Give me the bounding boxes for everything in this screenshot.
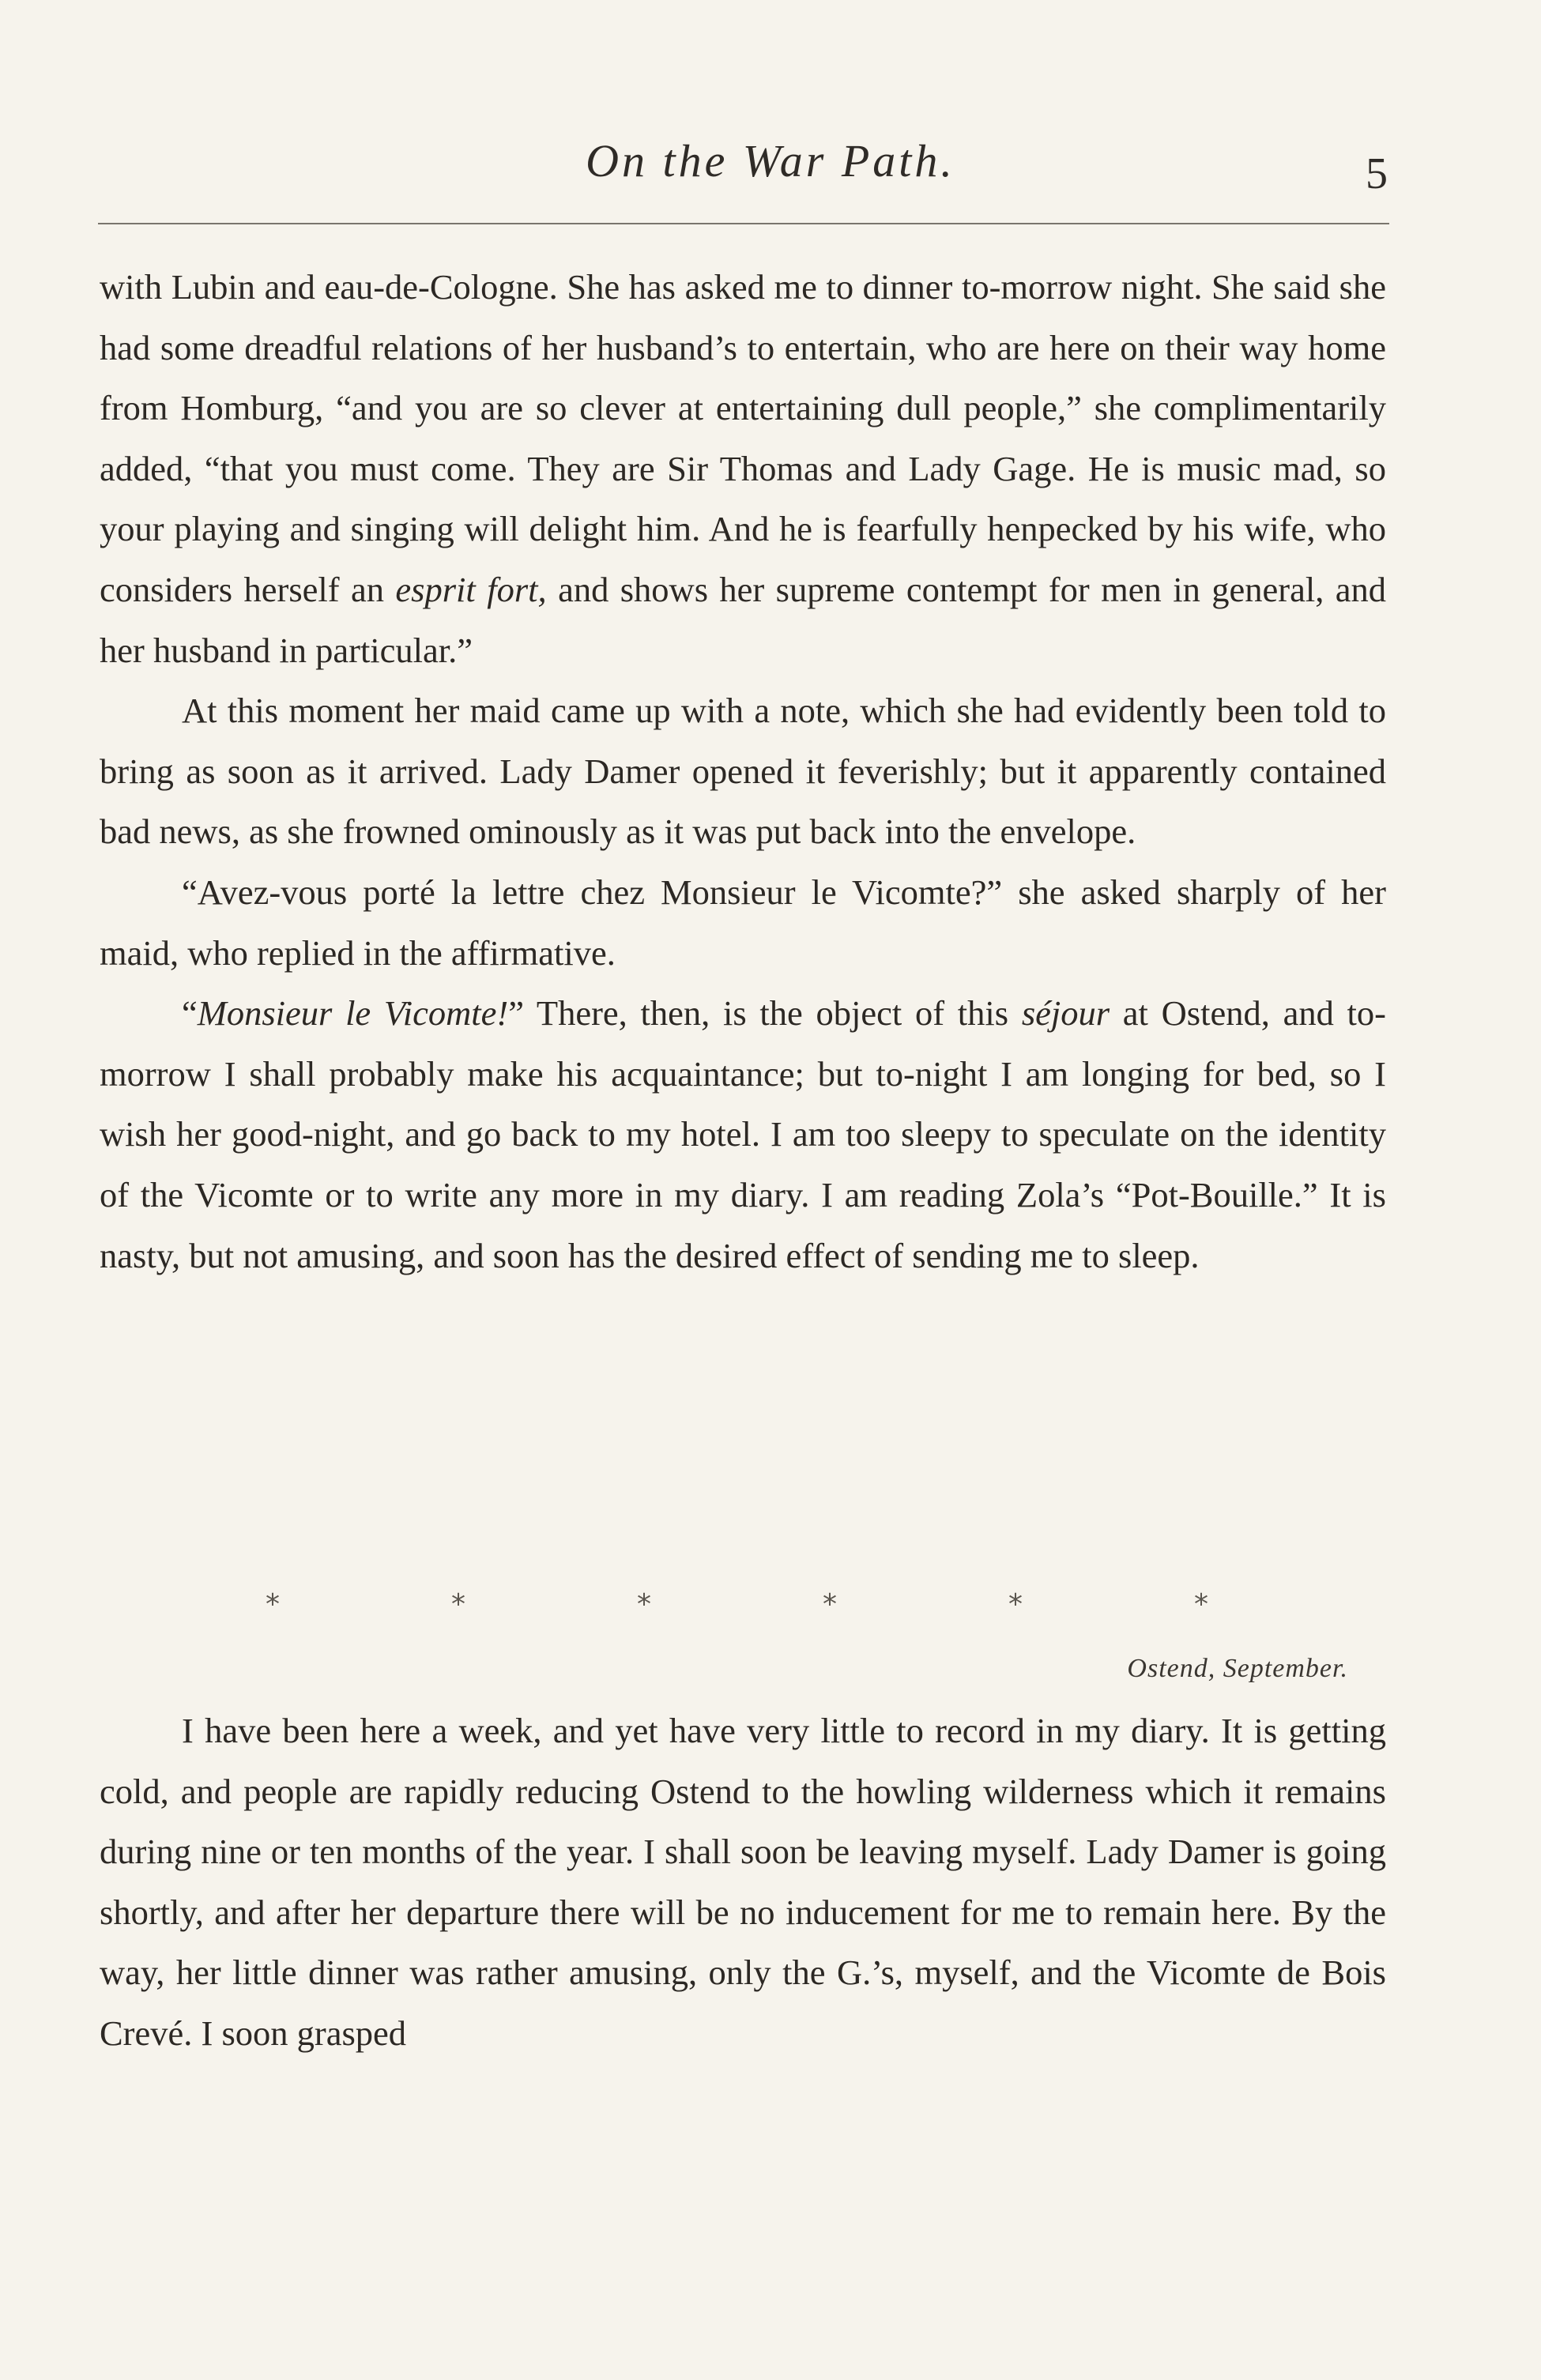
paragraph: with Lubin and eau-de-Cologne. She has asked me to dinner to-morrow night. She said she had some dreadful relations of her husband’s to entertain, who are here on their way home from Homburg, “and you are so clever at entertaining dull people,” she complimentarily added, “that you must come. They are Sir Thomas and Lady Gage. He is music mad, so your playing and singing will delight him. And he is fearfully henpecked by his wife, who considers herself an esprit fort, and shows her supreme contempt for men in general, and her husband in particular.” xyxy=(100,267,1386,670)
dateline-place: Ostend, xyxy=(1127,1654,1216,1683)
paragraph: At this moment her maid came up with a note, which she had evidently been told to bring as soon as it arrived. Lady Damer opened it feverishly; but it apparently contained bad news, as she frowned ominously as it was put back into the envelope. xyxy=(100,691,1386,852)
paragraph: I have been here a week, and yet have very little to record in my diary. It is getting cold, and people are rapidly reducing Ostend to the howling wilderness which it remains during nine or ten months of the year. I shall soon be leaving myself. Lady Damer is going shortly, and after her departure there will be no inducement for me to remain here. By the way, her little dinner was rather amusing, only the G.’s, myself, and the Vicomte de Bois Crevé. I soon grasped xyxy=(100,1711,1386,2053)
italic-phrase: Monsieur le Vicomte! xyxy=(197,993,509,1034)
header-rule xyxy=(98,223,1389,224)
body-text-section-1 xyxy=(100,257,1386,1286)
asterisk-mark: * xyxy=(451,1588,465,1621)
paragraph: “Avez-vous porté la lettre chez Monsieur le Vicomte?” she asked sharply of her maid, who replied in the affirmative. xyxy=(100,872,1386,973)
asterisk-mark: * xyxy=(823,1588,837,1621)
dateline-month: September. xyxy=(1223,1654,1348,1683)
running-head xyxy=(0,126,1541,205)
asterisk-mark: * xyxy=(637,1588,651,1621)
section-separator xyxy=(0,1588,1541,1636)
page-number: 5 xyxy=(1366,149,1388,198)
asterisk-mark: * xyxy=(266,1588,280,1621)
paragraph: “Monsieur le Vicomte!” There, then, is the object of this séjour at Ostend, and to-morrow I shall probably make his acquaintance; but to-night I am longing for bed, so I wish her good-night, and go back to my hotel. I am too sleepy to speculate on the identity of the Vicomte or to write any more in my diary. I am reading Zola’s “Pot-Bouille.” It is nasty, but not amusing, and soon has the desired effect of sending me to sleep. xyxy=(100,993,1386,1275)
entry-dateline xyxy=(1127,1654,1348,1684)
asterisk-mark: * xyxy=(1008,1588,1023,1621)
asterisk-mark: * xyxy=(1194,1588,1208,1621)
italic-phrase: séjour xyxy=(1021,993,1110,1034)
body-text-section-2 xyxy=(100,1700,1386,2064)
italic-phrase: esprit fort, xyxy=(395,569,547,609)
running-title: On the War Path. xyxy=(586,135,955,186)
